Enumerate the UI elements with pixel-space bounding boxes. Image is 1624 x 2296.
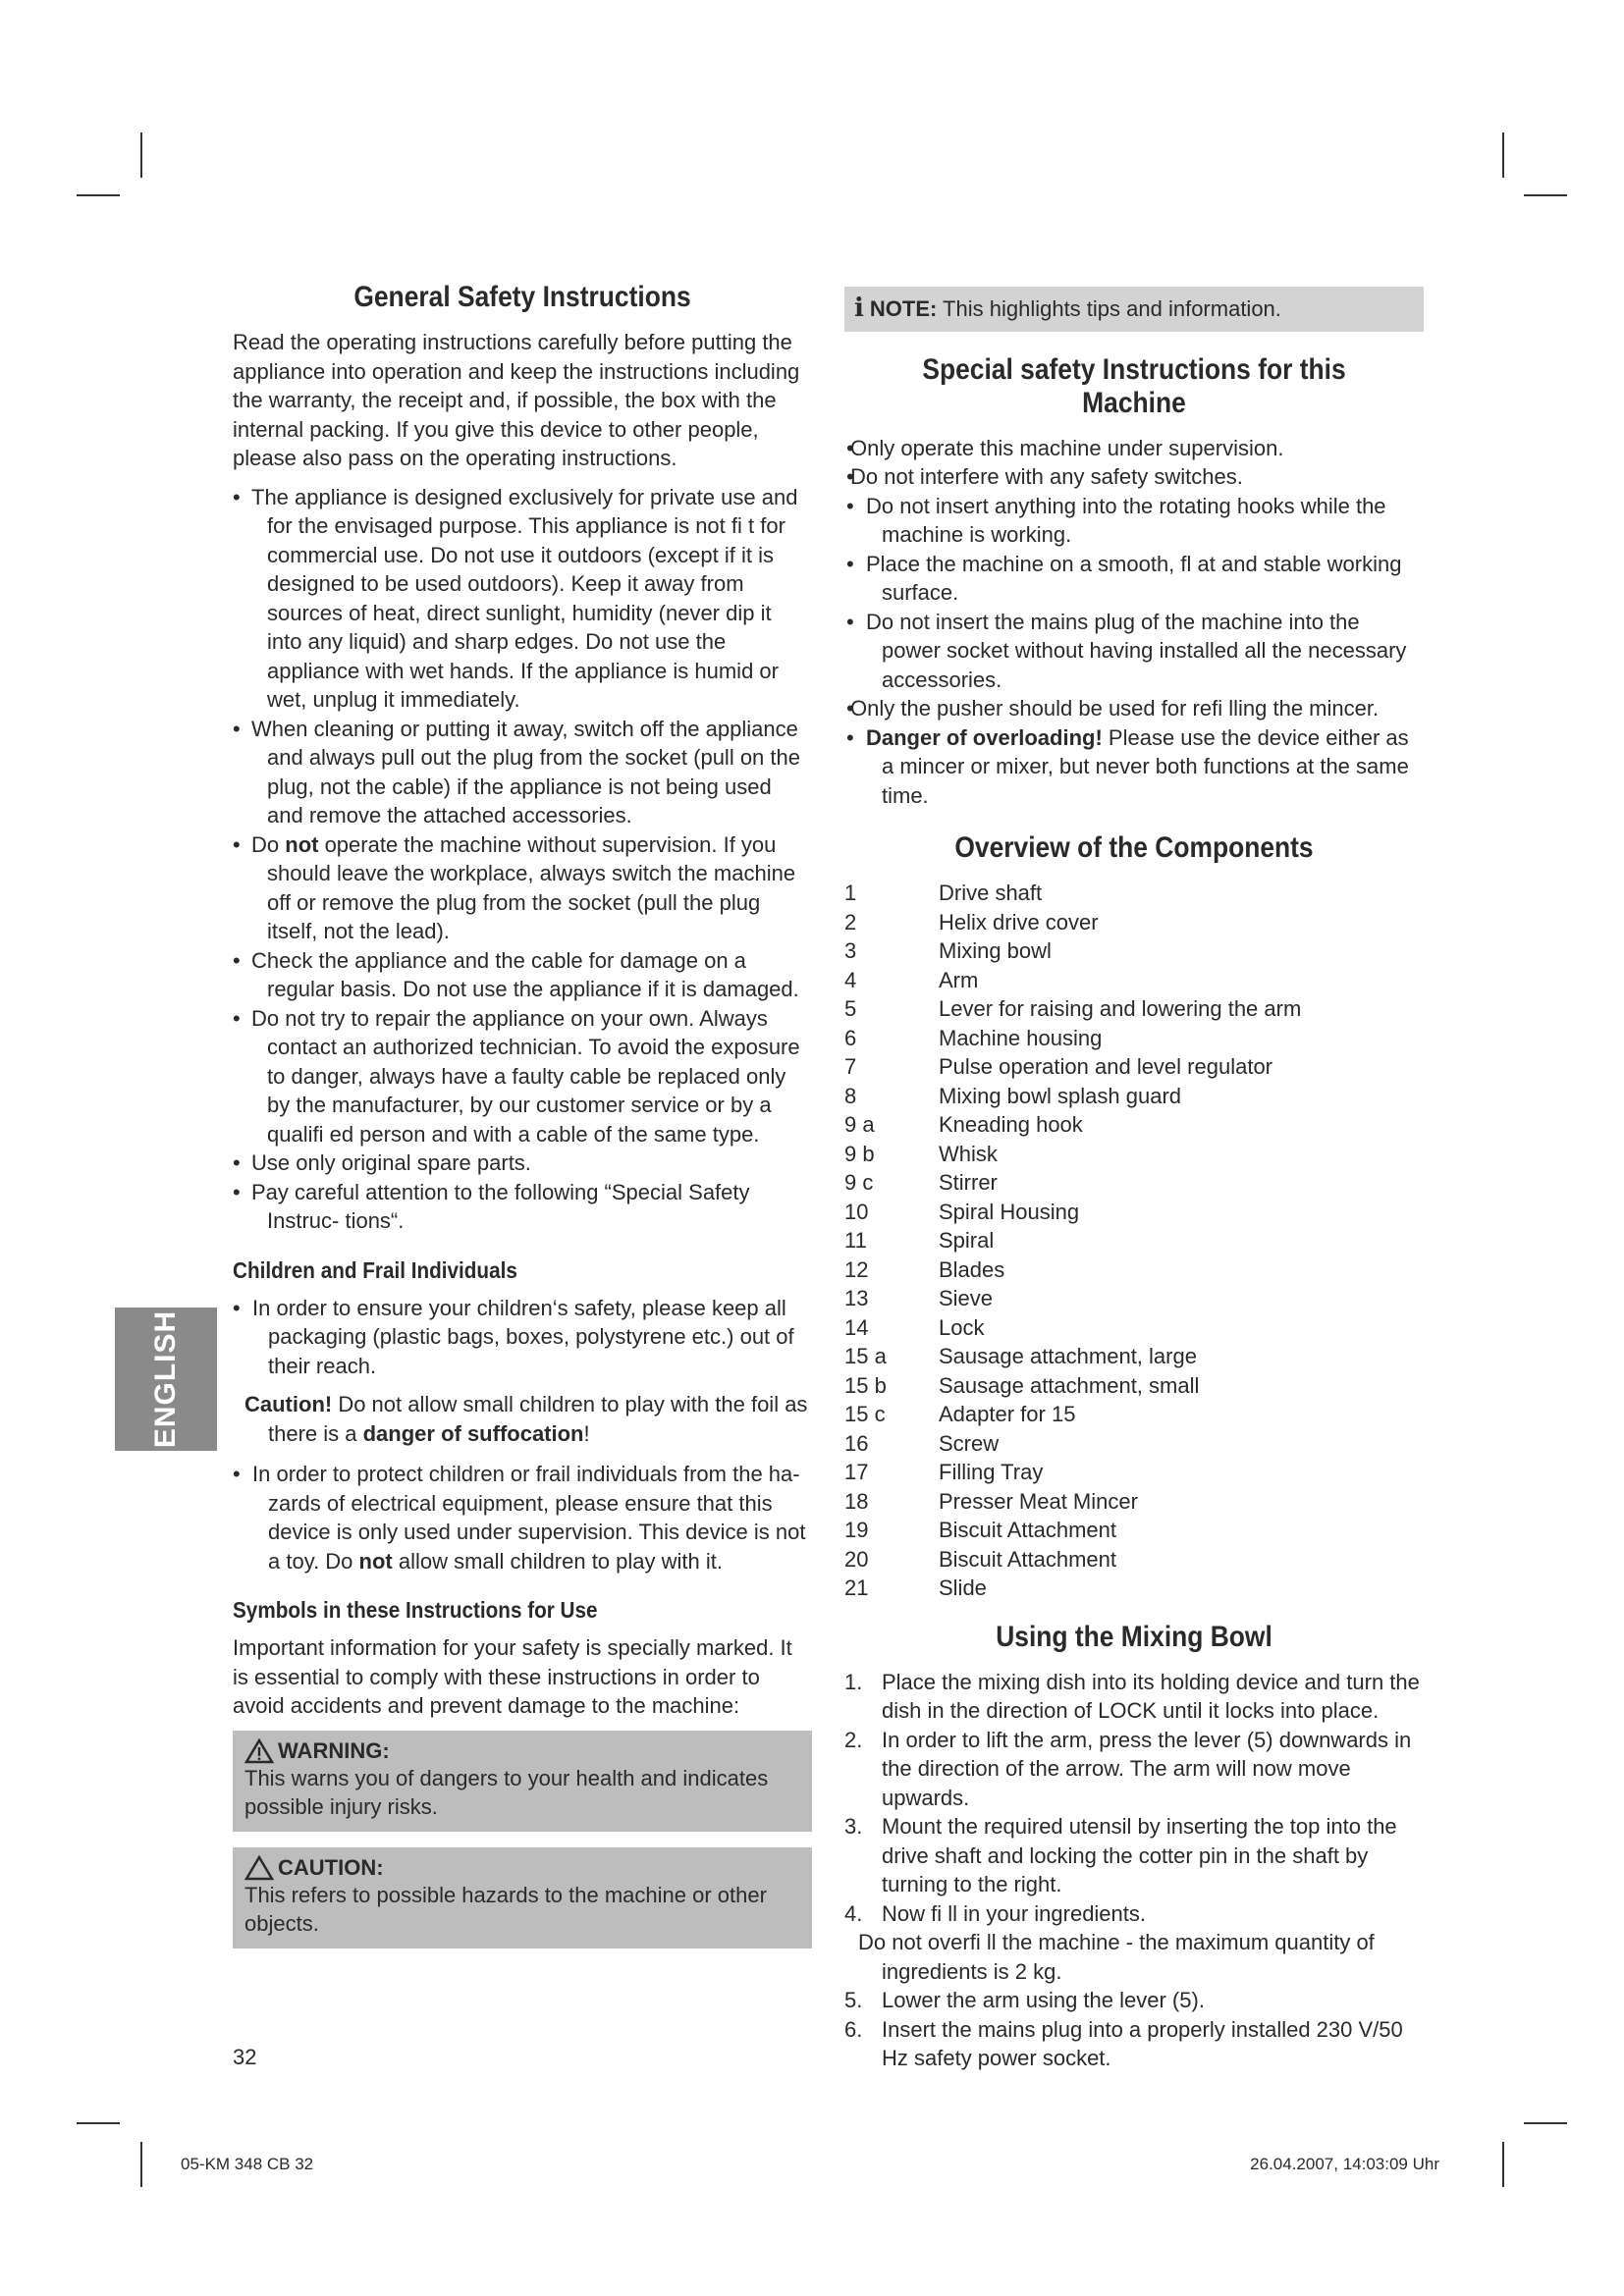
component-number: 15 c — [844, 1402, 886, 1426]
mixing-steps — [844, 1668, 1424, 1929]
crop-mark — [1524, 194, 1567, 196]
component-label: Lever for raising and lowering the arm — [939, 996, 1302, 1021]
footer-left: 05-KM 348 CB 32 — [181, 2155, 314, 2173]
emphasis: not — [358, 1548, 393, 1574]
special-safety-list — [846, 434, 1424, 811]
language-tab-label: ENGLISH — [149, 1309, 183, 1449]
component-number: 7 — [844, 1054, 857, 1079]
list-item: • In order to ensure your children‘s safety, please keep all packaging (plastic bags, boxes, polystyrene etc.) out of their reach. — [233, 1294, 812, 1381]
language-tab — [115, 1308, 217, 1451]
mixing-steps-2 — [844, 1986, 1424, 2073]
note-text: This highlights tips and information. — [937, 296, 1281, 321]
step-text: Insert the mains plug into a properly installed 230 V/50 Hz safety power socket. — [882, 2016, 1403, 2070]
components-list — [844, 879, 1424, 1603]
step-number: 3. — [844, 1814, 863, 1839]
step-item — [844, 1812, 1424, 1899]
component-label: Machine housing — [939, 1025, 1103, 1050]
list-item — [233, 1460, 812, 1575]
component-number: 9 b — [844, 1141, 875, 1166]
list-item — [846, 723, 1424, 811]
component-item — [844, 1255, 1424, 1285]
left-column — [233, 275, 812, 1960]
component-number: 21 — [844, 1575, 869, 1600]
step-text: Mount the required utensil by inserting the top into the drive shaft and locking the cotter pin in the shaft by turning to the right. — [882, 1814, 1397, 1896]
crop-mark — [140, 2142, 142, 2187]
text-fragment: Please use the device either as a mincer or mixer, but never both functions at the same time. — [882, 724, 1409, 808]
component-label: Sausage attachment, small — [939, 1372, 1200, 1398]
list-item: • Do not try to repair the appliance on your own. Always contact an authorized technician. To avoid the exposure to danger, always have a faulty cable be replaced only by the manufacturer, by our customer service or by a qualifi ed person and with a cable of the same type. — [233, 1004, 812, 1149]
step-item — [844, 1899, 1424, 1929]
component-item — [844, 994, 1424, 1024]
component-number: 13 — [844, 1286, 869, 1310]
component-label: Mixing bowl splash guard — [939, 1083, 1182, 1108]
component-label: Biscuit Attachment — [939, 1546, 1116, 1572]
list-item: • Pay careful attention to the following “Special Safety Instruc- tions“. — [233, 1178, 812, 1236]
crop-mark — [77, 194, 120, 196]
info-icon: i — [854, 294, 864, 323]
text-fragment: Do not allow small children to play with the foil as there is a — [268, 1392, 808, 1446]
component-label: Drive shaft — [939, 881, 1043, 905]
component-item — [844, 966, 1424, 995]
footer-right: 26.04.2007, 14:03:09 Uhr — [1250, 2155, 1439, 2173]
step-number: 6. — [844, 2016, 863, 2042]
text-fragment: ! — [583, 1420, 590, 1446]
intro-paragraph: Read the operating instructions carefully before putting the appliance into operation and keep the instructions including the warranty, the receipt and, if possible, the box with the internal packing. If you give this device to other people, please also pass on the operating instructions. — [233, 330, 800, 470]
component-number: 9 a — [844, 1112, 875, 1137]
component-number: 20 — [844, 1546, 869, 1572]
component-item — [844, 1371, 1424, 1401]
component-label: Lock — [939, 1314, 985, 1340]
list-item: • Do not insert anything into the rotating hooks while the machine is working. — [846, 492, 1424, 550]
quantity-note-line: Do not overfi ll the machine - the maximum quantity of — [858, 1930, 1375, 1954]
component-item — [844, 879, 1424, 908]
step-text: Now fi ll in your ingredients. — [882, 1900, 1147, 1926]
component-number: 1 — [844, 881, 857, 905]
component-item — [844, 1516, 1424, 1545]
children-list-2 — [233, 1460, 812, 1575]
caution-box — [233, 1847, 812, 1949]
list-item: • When cleaning or putting it away, switch off the appliance and always pull out the plug from the socket (pull on the plug, not the cable) if the appliance is not being used and remove the attached accessories. — [233, 715, 812, 830]
warning-icon — [244, 1738, 274, 1764]
component-label: Sausage attachment, large — [939, 1344, 1197, 1368]
children-list — [233, 1294, 812, 1381]
step-item — [844, 2015, 1424, 2073]
component-item — [844, 1110, 1424, 1140]
components-title: Overview of the Components — [954, 831, 1314, 864]
emphasis: danger of suffocation — [362, 1420, 584, 1446]
list-item: • The appliance is designed exclusively for private use and for the envisaged purpose. This appliance is not fi t for commercial use. Do not use it outdoors (except if it is designed to be used outdoors). Keep it away from sources of heat, direct sunlight, humidity (never dip it into any liquid) and sharp edges. Do not use the appliance with wet hands. If the appliance is humid or wet, unplug it immediately. — [233, 483, 812, 715]
component-label: Whisk — [939, 1141, 998, 1166]
warning-label: WARNING: — [278, 1737, 390, 1763]
component-item — [844, 1198, 1424, 1227]
emphasis: not — [285, 831, 319, 857]
component-item — [844, 1284, 1424, 1313]
crop-mark — [1524, 2122, 1567, 2124]
component-item — [844, 1429, 1424, 1459]
quantity-note — [844, 1928, 1424, 1986]
component-number: 15 b — [844, 1372, 887, 1398]
component-label: Sieve — [939, 1286, 994, 1310]
step-item — [844, 1986, 1424, 2015]
component-number: 18 — [844, 1488, 869, 1514]
component-item — [844, 1574, 1424, 1603]
component-label: Kneading hook — [939, 1112, 1083, 1137]
children-heading: Children and Frail Individuals — [233, 1256, 517, 1283]
component-item — [844, 936, 1424, 966]
component-item — [844, 1400, 1424, 1429]
component-label: Spiral — [939, 1228, 995, 1253]
step-number: 1. — [844, 1669, 863, 1694]
component-number: 4 — [844, 967, 857, 992]
general-safety-list — [233, 483, 812, 1236]
component-number: 10 — [844, 1199, 869, 1224]
list-item: • Check the appliance and the cable for damage on a regular basis. Do not use the appliance if it is damaged. — [233, 946, 812, 1004]
component-item — [844, 1024, 1424, 1053]
component-number: 17 — [844, 1460, 869, 1484]
general-safety-title: General Safety Instructions — [353, 281, 691, 313]
mixing-bowl-title: Using the Mixing Bowl — [996, 1620, 1272, 1653]
component-label: Biscuit Attachment — [939, 1518, 1116, 1542]
text-fragment: allow small children to play with it. — [392, 1548, 723, 1574]
component-label: Mixing bowl — [939, 938, 1052, 963]
component-label: Adapter for 15 — [939, 1402, 1076, 1426]
step-text: In order to lift the arm, press the lever (5) downwards in the direction of the arrow. The arm will now move upwards. — [882, 1727, 1412, 1810]
component-item — [844, 1140, 1424, 1169]
caution-label: Caution! — [244, 1392, 333, 1416]
warning-text: This warns you of dangers to your health and indicates possible injury risks. — [244, 1765, 769, 1819]
component-number: 3 — [844, 938, 857, 963]
list-item: • Only operate this machine under supervision. — [846, 434, 1424, 463]
right-column — [844, 287, 1424, 2073]
special-safety-title: Special safety Instructions for this Machine — [922, 352, 1346, 419]
component-number: 11 — [844, 1228, 867, 1253]
note-box — [844, 287, 1424, 332]
component-item — [844, 1458, 1424, 1487]
component-number: 12 — [844, 1256, 869, 1282]
component-label: Filling Tray — [939, 1460, 1044, 1484]
list-item: • Use only original spare parts. — [233, 1148, 812, 1178]
component-label: Spiral Housing — [939, 1199, 1080, 1224]
text-fragment: Do — [251, 831, 286, 857]
step-text: Place the mixing dish into its holding device and turn the dish in the direction of LOCK until it locks into place. — [882, 1669, 1420, 1723]
crop-mark — [1502, 2142, 1504, 2187]
text-fragment: operate the machine without supervision. If you should leave the workplace, always switch the machine off or remove the plug from the socket (pull the plug itself, not the lead). — [267, 831, 796, 943]
caution-icon — [244, 1855, 274, 1881]
step-number: 4. — [844, 1900, 863, 1926]
component-item — [844, 1342, 1424, 1371]
warning-header — [244, 1738, 800, 1764]
caution-text: This refers to possible hazards to the machine or other objects. — [244, 1882, 767, 1936]
component-label: Helix drive cover — [939, 909, 1099, 934]
list-item: • Only the pusher should be used for refi lling the mincer. — [846, 694, 1424, 723]
text-fragment: In order to protect children or frail individuals from the ha- zards of electrical equipment, please ensure that this device is only used under supervision. This device is not a toy. Do — [252, 1462, 806, 1574]
page-number: 32 — [233, 2045, 257, 2069]
step-text: Lower the arm using the lever (5). — [882, 1988, 1205, 2012]
warning-box — [233, 1731, 812, 1832]
list-item — [233, 830, 812, 946]
list-item: • Place the machine on a smooth, fl at and stable working surface. — [846, 550, 1424, 608]
component-label: Slide — [939, 1575, 987, 1600]
component-label: Blades — [939, 1256, 1005, 1282]
component-item — [844, 1082, 1424, 1111]
component-item — [844, 1313, 1424, 1343]
component-label: Stirrer — [939, 1170, 998, 1195]
danger-label: Danger of overloading! — [866, 724, 1103, 750]
step-number: 2. — [844, 1727, 863, 1752]
component-number: 2 — [844, 909, 857, 934]
component-number: 14 — [844, 1314, 869, 1340]
symbols-text: Important information for your safety is specially marked. It is essential to comply with these instructions in order to avoid accidents and prevent damage to the machine: — [233, 1635, 792, 1718]
component-item — [844, 1052, 1424, 1082]
component-number: 5 — [844, 996, 857, 1021]
component-number: 8 — [844, 1083, 857, 1108]
component-number: 9 c — [844, 1170, 874, 1195]
crop-mark — [77, 2122, 120, 2124]
symbols-heading: Symbols in these Instructions for Use — [233, 1597, 598, 1623]
component-item — [844, 1168, 1424, 1198]
component-item — [844, 908, 1424, 937]
component-label: Arm — [939, 967, 979, 992]
component-item — [844, 1487, 1424, 1517]
list-item: • Do not interfere with any safety switches. — [846, 462, 1424, 492]
crop-mark — [140, 133, 142, 178]
caution-line — [233, 1390, 812, 1448]
note-label: NOTE: — [869, 296, 938, 321]
caution-label: CAUTION: — [278, 1854, 384, 1880]
component-item — [844, 1226, 1424, 1255]
caution-header — [244, 1855, 800, 1881]
component-label: Pulse operation and level regulator — [939, 1054, 1273, 1079]
crop-mark — [1502, 133, 1504, 178]
component-item — [844, 1545, 1424, 1575]
step-item — [844, 1726, 1424, 1813]
step-number: 5. — [844, 1988, 863, 2012]
quantity-note-line: ingredients is 2 kg. — [882, 1958, 1062, 1984]
list-item: • Do not insert the mains plug of the machine into the power socket without having installed all the necessary accessories. — [846, 608, 1424, 695]
component-label: Screw — [939, 1430, 1000, 1456]
component-number: 15 a — [844, 1344, 887, 1368]
step-item — [844, 1668, 1424, 1726]
component-number: 19 — [844, 1518, 869, 1542]
component-number: 6 — [844, 1025, 857, 1050]
component-number: 16 — [844, 1430, 869, 1456]
component-label: Presser Meat Mincer — [939, 1488, 1138, 1514]
